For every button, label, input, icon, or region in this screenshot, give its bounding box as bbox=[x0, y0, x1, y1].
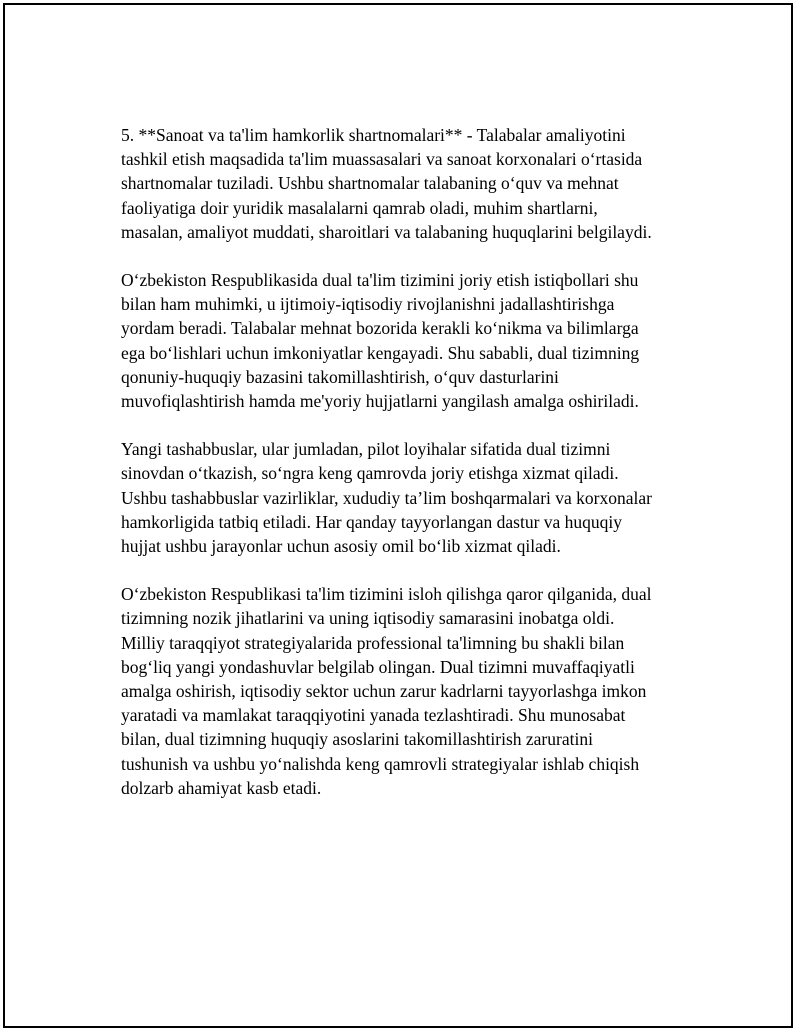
paragraph-reform: Oʻzbekiston Respublikasi ta'lim tizimini isloh qilishga qaror qilganida, dual tizimning nozik jihatlarini va uning iqtisodiy samarasini inobatga oldi. Milliy taraqqiyot strategiyalarida professional ta'limning bu shakli bilan bogʻliq yangi yondashuvlar belgilab olingan. Dual tizimni muvaffaqiyatli amalga oshirish, iqtisodiy sektor uchun zarur kadrlarni tayyorlashga imkon yaratadi va mamlakat taraqqiyotini yanada tezlashtiradi. Shu munosabat bilan, dual tizimning huquqiy asoslarini takomillashtirish zaruratini tushunish va ushbu yoʻnalishda keng qamrovli strategiyalar ishlab chiqish dolzarb ahamiyat kasb etadi. bbox=[121, 584, 652, 798]
paragraph-prospects: Oʻzbekiston Respublikasida dual ta'lim tizimini joriy etish istiqbollari shu bilan ham muhimki, u ijtimoiy-iqtisodiy rivojlanishni jadallashtirishga yordam beradi. Talabalar mehnat bozorida kerakli koʻnikma va bilimlarga ega boʻlishlari uchun imkoniyatlar kengayadi. Shu sababli, dual tizimning qonuniy-huquqiy bazasini takomillashtirish, oʻquv dasturlarini muvofiqlashtirish hamda me'yoriy hujjatlarni yangilash amalga oshiriladi. bbox=[121, 270, 640, 412]
paragraph-initiatives: Yangi tashabbuslar, ular jumladan, pilot loyihalar sifatida dual tizimni sinovdan oʻtkazish, soʻngra keng qamrovda joriy etishga xizmat qiladi. Ushbu tashabbuslar vazirliklar, xududiy taʼlim boshqarmalari va korxonalar hamkorligida tatbiq etiladi. Har qanday tayyorlangan dastur va huquqiy hujjat ushbu jarayonlar uchun asosiy omil boʻlib xizmat qiladi. bbox=[121, 439, 652, 557]
paragraph-contract: 5. **Sanoat va ta'lim hamkorlik shartnomalari** - Talabalar amaliyotini tashkil etish maqsadida ta'lim muassasalari va sanoat korxonalari oʻrtasida shartnomalar tuziladi. Ushbu shartnomalar talabaning oʻquv va mehnat faoliyatiga doir yuridik masalalarni qamrab oladi, muhim shartlarni, masalan, amaliyot muddati, sharoitlari va talabaning huquqlarini belgilaydi. bbox=[121, 125, 652, 242]
document-page bbox=[3, 3, 793, 1028]
document-body bbox=[121, 123, 701, 824]
